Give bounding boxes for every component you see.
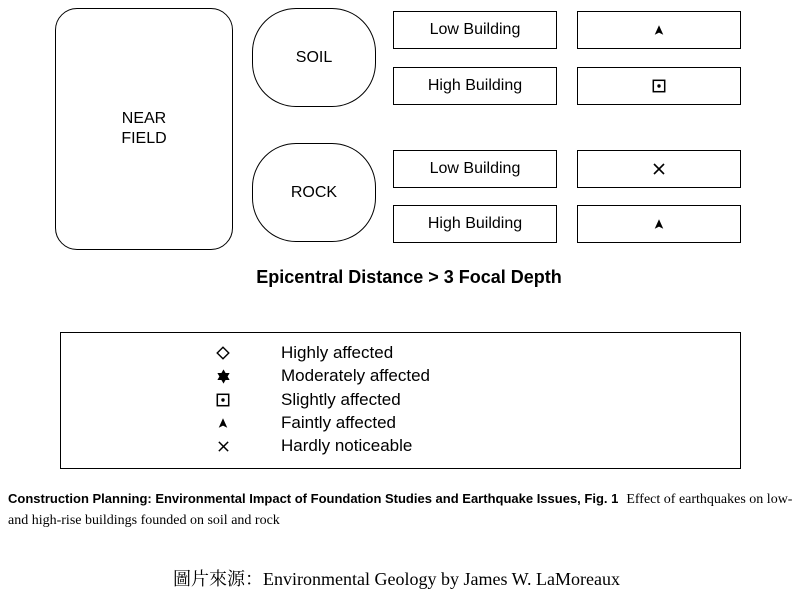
rock-low-building-effect-box	[577, 150, 741, 188]
soil-label: SOIL	[295, 48, 333, 66]
arrowhead-icon	[651, 216, 667, 232]
legend-label: Slightly affected	[281, 390, 401, 409]
legend-label: Highly affected	[281, 343, 394, 362]
building-label: Low Building	[429, 160, 521, 177]
soil-high-building-effect-box	[577, 67, 741, 105]
legend-label: Hardly noticeable	[281, 436, 413, 455]
legend-item	[61, 389, 740, 411]
building-label: High Building	[427, 215, 523, 232]
near-field-label-line1: NEAR	[121, 110, 167, 127]
star-burst-icon	[215, 368, 231, 384]
rock-oval	[252, 143, 376, 242]
arrowhead-icon	[651, 22, 667, 38]
near-field-label-line2: FIELD	[121, 130, 167, 147]
square-dot-icon	[215, 392, 231, 408]
figure-caption	[8, 489, 793, 531]
legend-item	[61, 365, 740, 387]
arrowhead-icon	[215, 415, 231, 431]
near-field-box	[55, 8, 233, 250]
cross-icon	[215, 438, 231, 454]
building-label: High Building	[427, 77, 523, 94]
legend-item	[61, 412, 740, 434]
soil-high-building-box	[393, 67, 557, 105]
rock-high-building-box	[393, 205, 557, 243]
caption-text: Effect of earthquakes on low- and high-rise buildings founded on soil and rock	[8, 492, 793, 528]
diamond-icon	[215, 345, 231, 361]
diagram-title: Epicentral Distance > 3 Focal Depth	[256, 267, 562, 287]
legend-box	[60, 332, 741, 469]
soil-oval	[252, 8, 376, 107]
caption-title: Construction Planning: Environmental Impact of Foundation Studies and Earthquake Issues, Fig. 1	[8, 491, 619, 506]
cross-icon	[651, 161, 667, 177]
building-label: Low Building	[429, 21, 521, 38]
soil-low-building-effect-box	[577, 11, 741, 49]
rock-label: ROCK	[290, 183, 338, 201]
rock-low-building-box	[393, 150, 557, 188]
square-dot-icon	[651, 78, 667, 94]
rock-high-building-effect-box	[577, 205, 741, 243]
soil-low-building-box	[393, 11, 557, 49]
legend-label: Moderately affected	[281, 366, 430, 385]
image-source: 圖片來源：Environmental Geology by James W. LaMoreaux	[173, 569, 620, 589]
legend-item	[61, 342, 740, 364]
legend-label: Faintly affected	[281, 413, 396, 432]
legend-item	[61, 435, 740, 457]
